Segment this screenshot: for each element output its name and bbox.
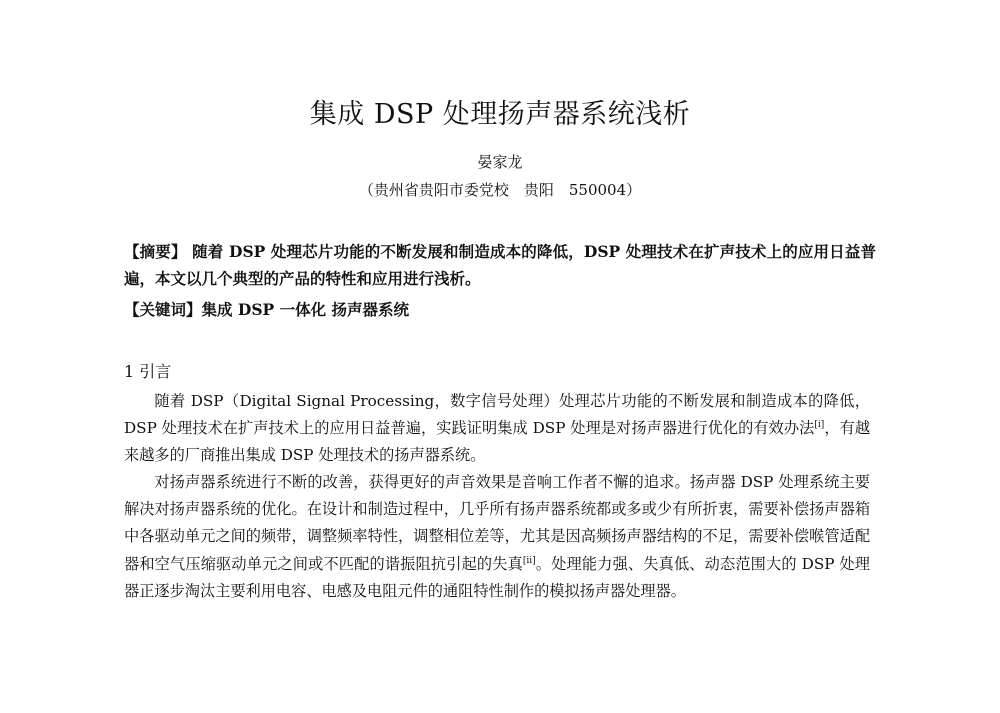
citation-ref-1: [i] — [814, 420, 825, 431]
abstract-text: 随着 DSP 处理芯片功能的不断发展和制造成本的降低，DSP 处理技术在扩声技术上的应用日益普遍，本文以几个典型的产品的特性和应用进行浅析。 — [124, 242, 876, 288]
keywords — [124, 296, 876, 323]
abstract — [124, 238, 876, 292]
author-affiliation: （贵州省贵阳市委党校 贵阳 550004） — [358, 181, 642, 199]
section-body — [124, 388, 870, 605]
paragraph-2-text-a: 对扬声器系统进行不断的改善，获得更好的声音效果是音响工作者不懈的追求。扬声器 DSP 处理系统主要解决对扬声器系统的优化。在设计和制造过程中，几乎所有扬声器系统都或多或少有所折衷，需要补偿扬声器箱中各驱动单元之间的频带，调整频率特性，调整相位差等，尤其是因高频扬声器结构的不足，需要补偿喉管适配器和空气压缩驱动单元之间或不匹配的谐振阻抗引起的失真 — [124, 473, 870, 573]
paragraph-1-text-b: ，有越来越多的厂商推出集成 DSP 处理技术的扬声器系统。 — [124, 419, 871, 465]
paper-title: 集成 DSP 处理扬声器系统浅析 — [309, 99, 691, 130]
paragraph-1-text-a: 随着 DSP（Digital Signal Processing，数字信号处理）处理芯片功能的不断发展和制造成本的降低，DSP 处理技术在扩声技术上的应用日益普遍，实践证明集成 DSP 处理是对扬声器进行优化的有效办法 — [124, 392, 870, 438]
paper-author: 晏家龙 — [477, 153, 523, 171]
keywords-text: 集成 DSP 一体化 扬声器系统 — [201, 300, 409, 319]
keywords-label: 【关键词】 — [124, 300, 202, 319]
abstract-label: 【摘要】 — [124, 242, 187, 261]
citation-ref-2: [ii] — [522, 555, 536, 566]
paragraph-1 — [124, 388, 870, 469]
paragraph-2 — [124, 469, 870, 604]
paragraph-2-text-b: 。处理能力强、失真低、动态范围大的 DSP 处理器正逐步淘汰主要利用电容、电感及电阻元件的通阻特性制作的模拟扬声器处理器。 — [124, 554, 870, 600]
section-heading-introduction: 1 引言 — [124, 362, 172, 381]
